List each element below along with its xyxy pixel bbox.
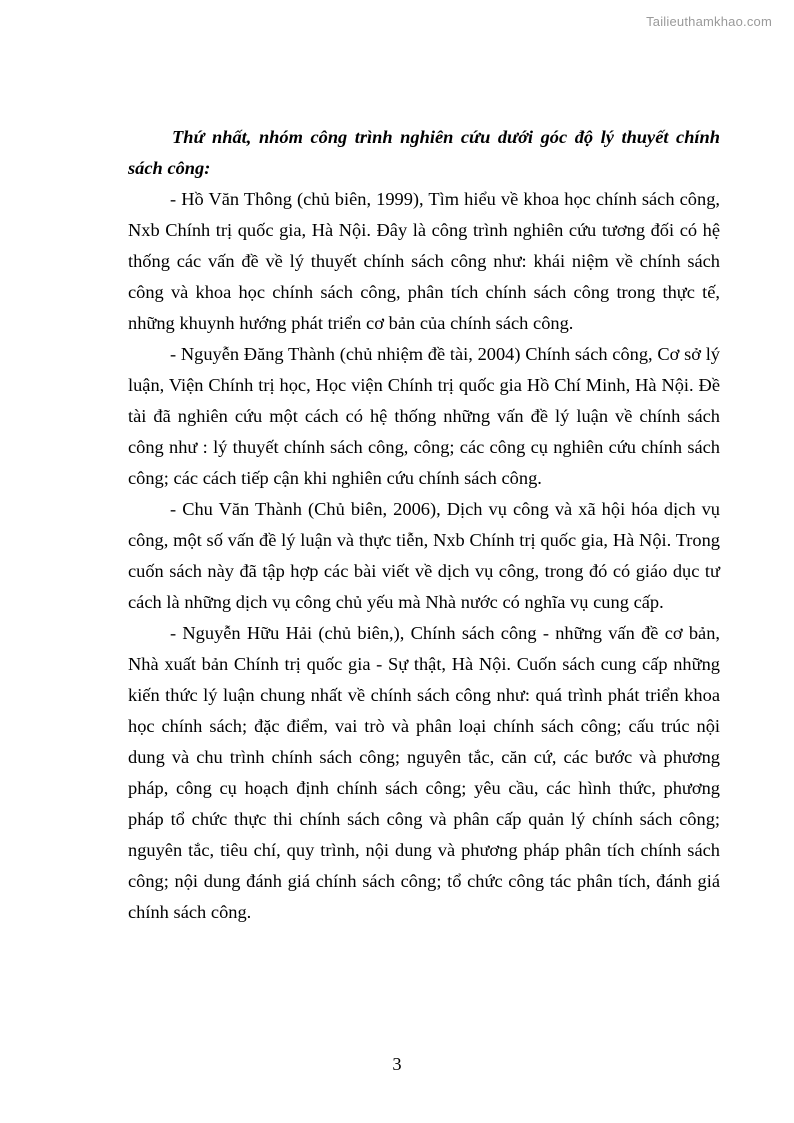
section-heading: Thứ nhất, nhóm công trình nghiên cứu dưới góc độ lý thuyết chính sách công: (128, 127, 720, 178)
reference-paragraph-nguyen-huu-hai: - Nguyễn Hữu Hải (chủ biên,), Chính sách công - những vấn đề cơ bản, Nhà xuất bản Chính trị quốc gia - Sự thật, Hà Nội. Cuốn sách cung cấp những kiến thức lý luận chung nhất về chính sách công như: quá trình phát triển khoa học chính sách; đặc điểm, vai trò và phân loại chính sách công; cấu trúc nội dung và chu trình chính sách công; nguyên tắc, căn cứ, các bước và phương pháp, công cụ hoạch định chính sách công; yêu cầu, các hình thức, phương pháp tổ chức thực thi chính sách công và phân cấp quản lý chính sách công; nguyên tắc, tiêu chí, quy trình, nội dung và phương pháp phân tích chính sách công; nội dung đánh giá chính sách công; tổ chức công tác phân tích, đánh giá chính sách công. (128, 623, 720, 922)
watermark-text: Tailieuthamkhao.com (646, 14, 772, 29)
reference-paragraph-nguyen-dang-thanh: - Nguyễn Đăng Thành (chủ nhiệm đề tài, 2004) Chính sách công, Cơ sở lý luận, Viện Chính trị học, Học viện Chính trị quốc gia Hồ Chí Minh, Hà Nội. Đề tài đã nghiên cứu một cách có hệ thống những vấn đề lý luận về chính sách công như : lý thuyết chính sách công, công; các công cụ nghiên cứu chính sách công; các cách tiếp cận khi nghiên cứu chính sách công. (128, 344, 720, 488)
document-body (128, 122, 720, 928)
reference-paragraph-chu-van-thanh: - Chu Văn Thành (Chủ biên, 2006), Dịch vụ công và xã hội hóa dịch vụ công, một số vấn đề lý luận và thực tiễn, Nxb Chính trị quốc gia, Hà Nội. Trong cuốn sách này đã tập hợp các bài viết về dịch vụ công, trong đó có giáo dục tư cách là những dịch vụ công chủ yếu mà Nhà nước có nghĩa vụ cung cấp. (128, 499, 720, 612)
reference-paragraph-ho-van-thong: - Hồ Văn Thông (chủ biên, 1999), Tìm hiểu về khoa học chính sách công, Nxb Chính trị quốc gia, Hà Nội. Đây là công trình nghiên cứu tương đối có hệ thống các vấn đề về lý thuyết chính sách công như: khái niệm về chính sách công và khoa học chính sách công, phân tích chính sách công trong thực tế, những khuynh hướng phát triển cơ bản của chính sách công. (128, 189, 720, 333)
page-number: 3 (392, 1054, 402, 1074)
